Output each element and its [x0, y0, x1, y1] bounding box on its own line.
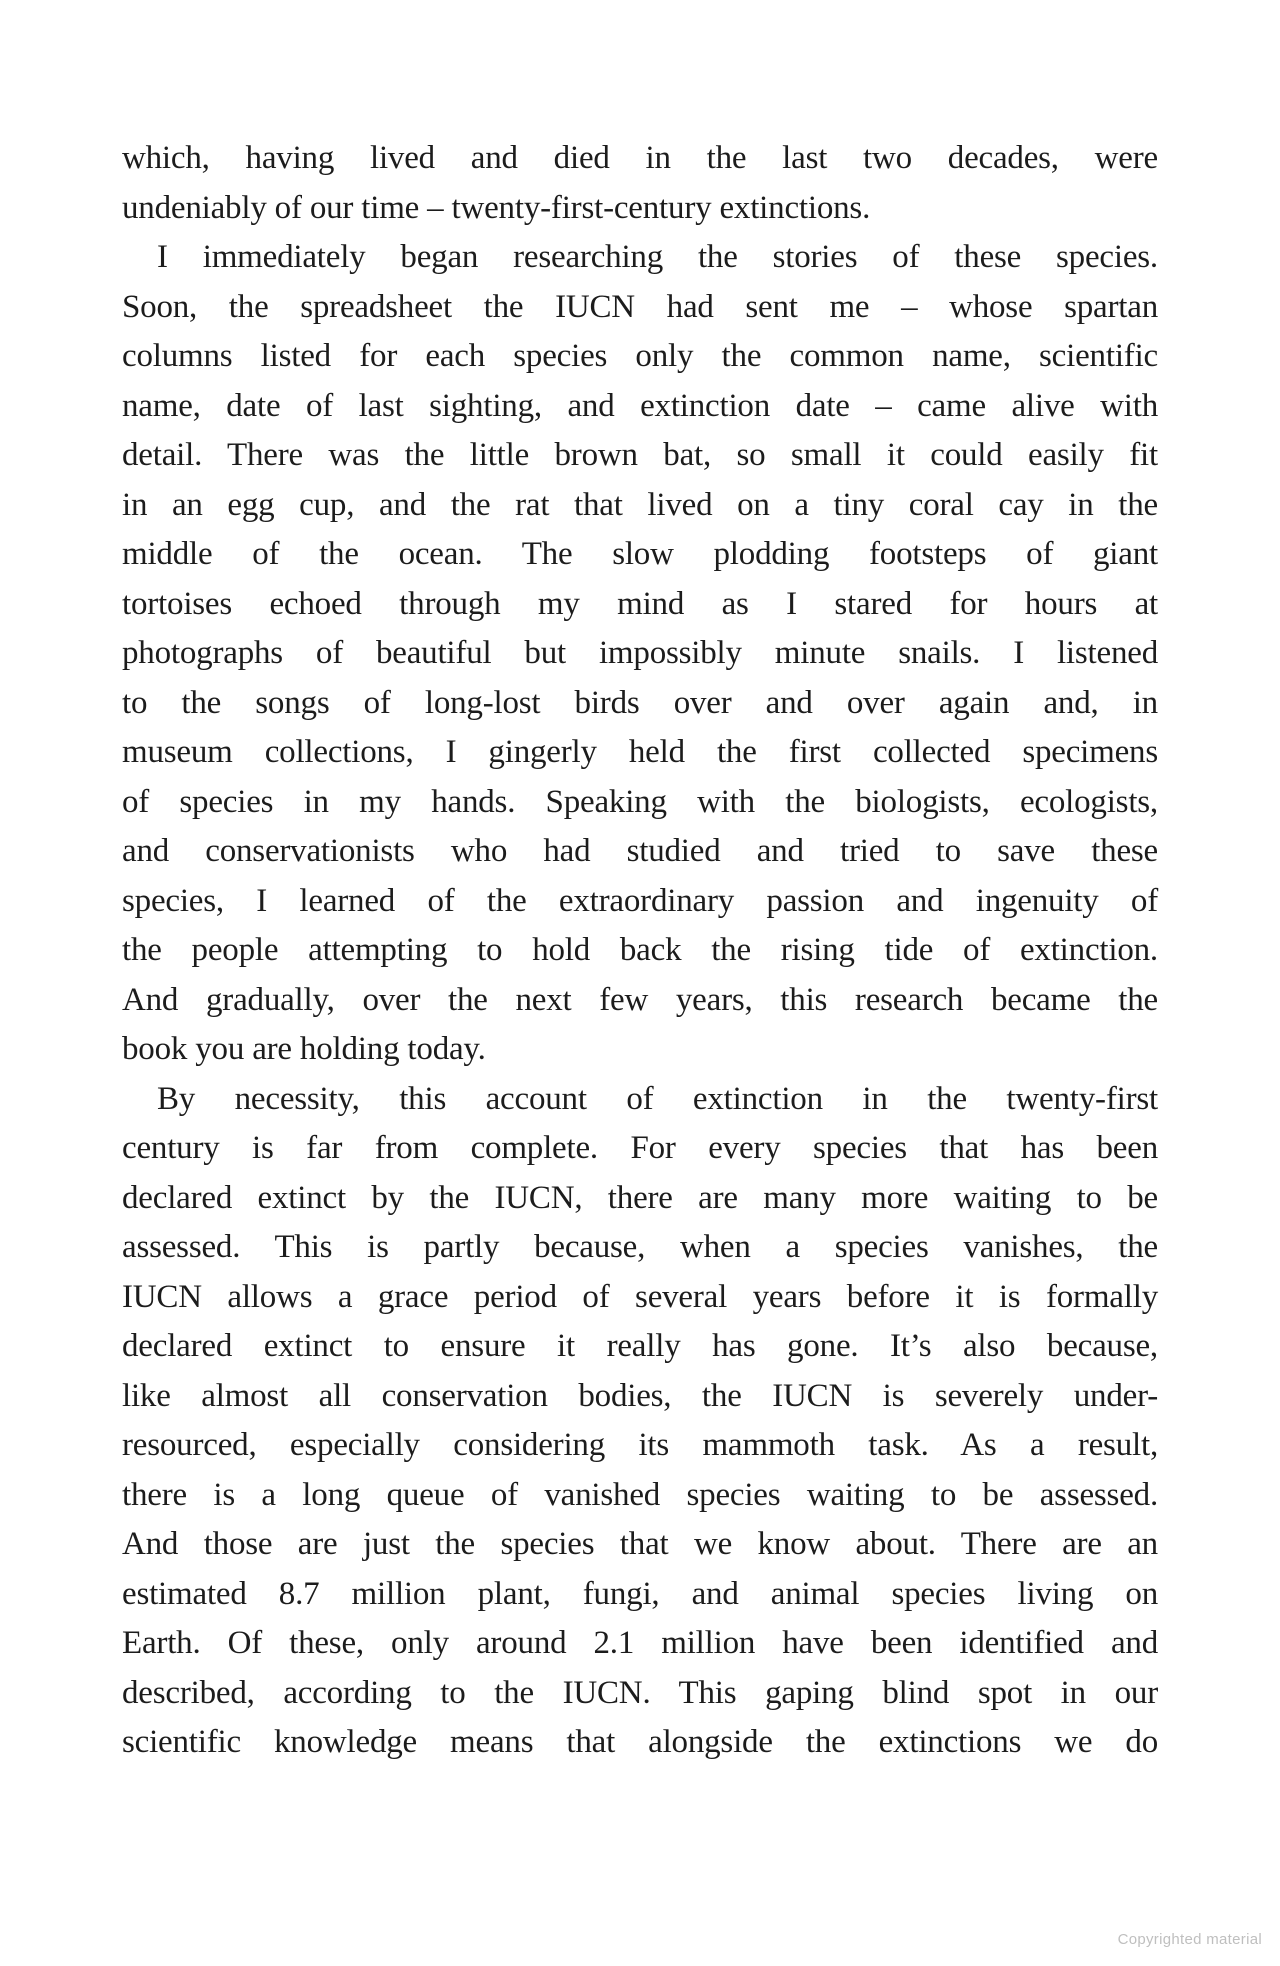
text-line: And gradually, over the next few years, this research became the	[122, 981, 1158, 1018]
text-line: and conservationists who had studied and tried to save these	[122, 833, 1158, 869]
text-line: name, date of last sighting, and extinction date – came alive with	[122, 387, 1158, 424]
text-line: there is a long queue of vanished species waiting to be assessed.	[122, 1476, 1158, 1513]
text-line: book you are holding today.	[122, 1031, 486, 1067]
text-line: to the songs of long-lost birds over and over again and, in	[122, 684, 1158, 721]
text-line: columns listed for each species only the common name, scientific	[122, 338, 1158, 374]
text-line: estimated 8.7 million plant, fungi, and animal species living on	[122, 1575, 1158, 1612]
text-line: And those are just the species that we know about. There are an	[122, 1526, 1158, 1562]
text-line: I immediately began researching the stories of these species.	[157, 239, 1158, 275]
text-line: like almost all conservation bodies, the IUCN is severely under-	[122, 1377, 1158, 1414]
text-line: species, I learned of the extraordinary passion and ingenuity of	[122, 882, 1158, 919]
text-line: declared extinct to ensure it really has gone. It’s also because,	[122, 1328, 1158, 1364]
text-line: which, having lived and died in the last two decades, were	[122, 140, 1158, 176]
text-line: Earth. Of these, only around 2.1 million have been identified and	[122, 1625, 1158, 1661]
text-line: undeniably of our time – twenty-first-century extinctions.	[122, 189, 871, 226]
text-line: detail. There was the little brown bat, so small it could easily fit	[122, 437, 1158, 473]
text-line: Soon, the spreadsheet the IUCN had sent me – whose spartan	[122, 288, 1158, 325]
text-line: scientific knowledge means that alongside the extinctions we do	[122, 1724, 1158, 1760]
text-line: of species in my hands. Speaking with the biologists, ecologists,	[122, 783, 1158, 820]
text-line: resourced, especially considering its mammoth task. As a result,	[122, 1427, 1158, 1463]
text-line: museum collections, I gingerly held the first collected specimens	[122, 734, 1158, 770]
page-text	[122, 134, 1158, 1768]
text-line: century is far from complete. For every species that has been	[122, 1130, 1158, 1166]
text-line: declared extinct by the IUCN, there are many more waiting to be	[122, 1179, 1158, 1216]
text-line: middle of the ocean. The slow plodding footsteps of giant	[122, 536, 1158, 572]
text-line: in an egg cup, and the rat that lived on a tiny coral cay in the	[122, 486, 1158, 523]
text-line: assessed. This is partly because, when a species vanishes, the	[122, 1229, 1158, 1265]
text-line: described, according to the IUCN. This gaping blind spot in our	[122, 1674, 1158, 1711]
text-line: the people attempting to hold back the rising tide of extinction.	[122, 932, 1158, 968]
text-line: tortoises echoed through my mind as I stared for hours at	[122, 585, 1158, 622]
text-line: IUCN allows a grace period of several years before it is formally	[122, 1278, 1158, 1315]
copyright-watermark: Copyrighted material	[1117, 1931, 1262, 1948]
text-line: By necessity, this account of extinction in the twenty-first	[157, 1080, 1158, 1117]
text-line: photographs of beautiful but impossibly minute snails. I listened	[122, 635, 1158, 671]
